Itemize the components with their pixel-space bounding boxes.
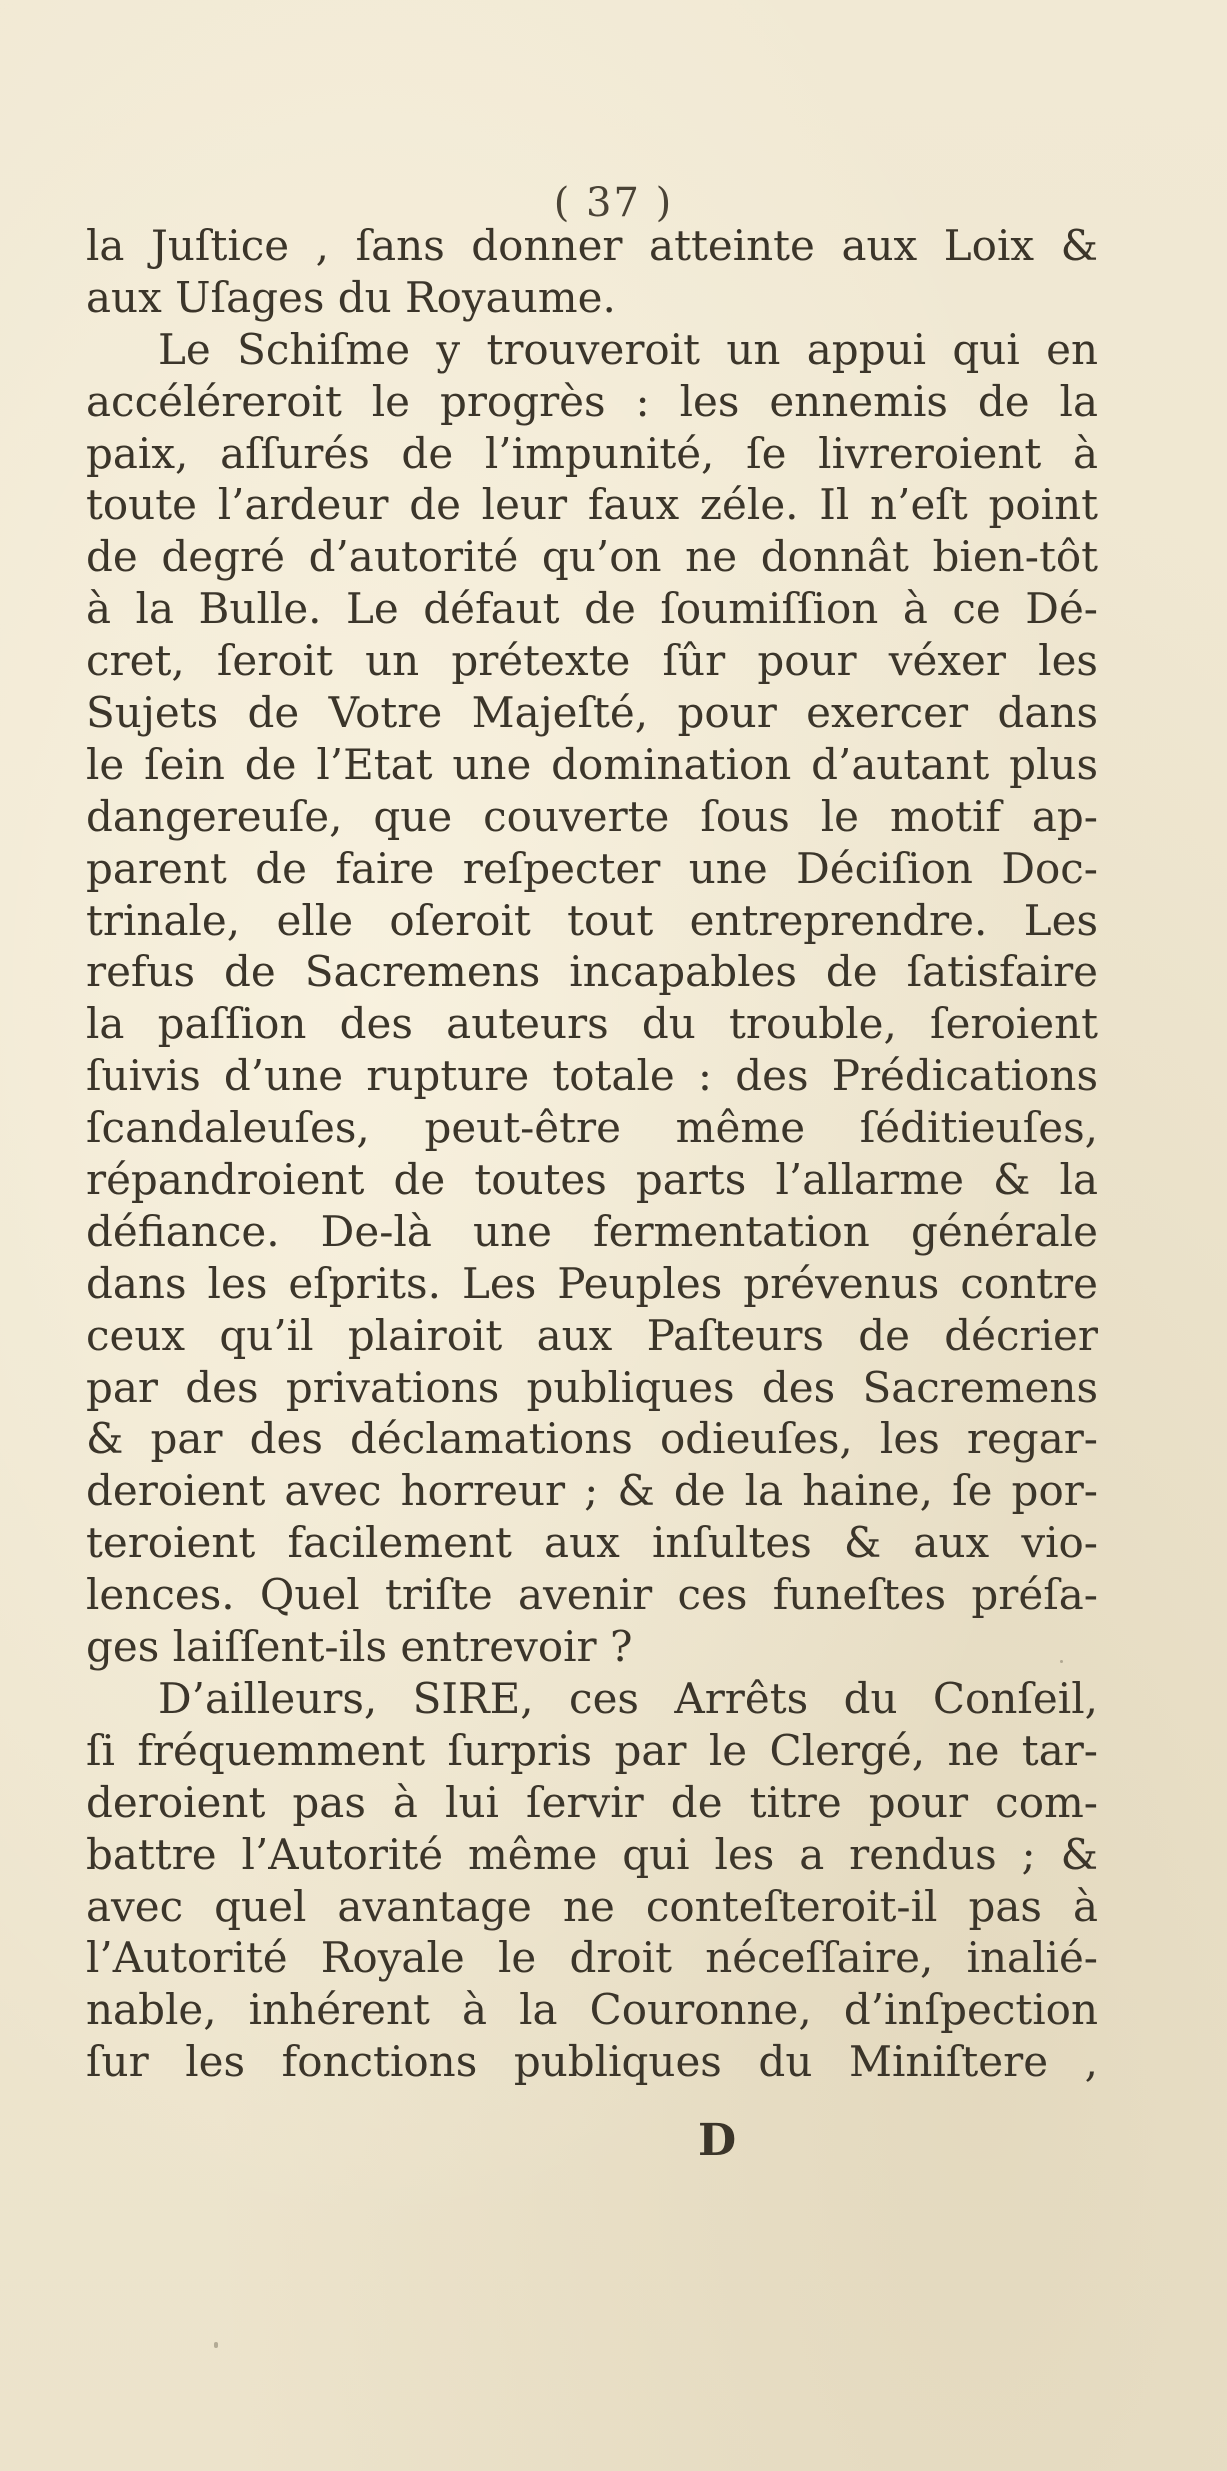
text-line: paix, aſſurés de l’impunité, ſe livreroient à (86, 428, 1098, 478)
text-line: deroient avec horreur ; & de la haine, ſe por- (86, 1466, 1098, 1516)
text-line: nable, inhérent à la Couronne, d’inſpection (86, 1985, 1098, 2035)
text-line: ſi fréquemment ſurpris par le Clergé, ne tar- (86, 1725, 1098, 1775)
text-line: battre l’Autorité même qui les a rendus ; & (86, 1829, 1098, 1879)
text-line: à la Bulle. Le défaut de ſoumiſſion à ce Dé- (86, 584, 1098, 634)
text-line: parent de faire reſpecter une Déciſion Doc- (86, 843, 1098, 893)
text-line: ceux qu’il plairoit aux Paſteurs de décrier (86, 1310, 1098, 1360)
text-line: l’Autorité Royale le droit néceſſaire, inalié- (86, 1933, 1098, 1983)
text-line: par des privations publiques des Sacremens (86, 1362, 1098, 1412)
text-line: Sujets de Votre Majeſté, pour exercer dans (86, 688, 1098, 738)
text-line: teroient facilement aux inſultes & aux vio- (86, 1518, 1098, 1568)
text-line: ſuivis d’une rupture totale : des Prédications (86, 1051, 1098, 1101)
text-line: la Juſtice , ſans donner atteinte aux Loix & (86, 221, 1098, 270)
text-line: ſur les fonctions publiques du Miniſtere , (86, 2037, 1098, 2087)
page-number: ( 37 ) (553, 180, 674, 226)
text-line: dangereuſe, que couverte ſous le motif ap- (86, 791, 1098, 841)
paper-speck (214, 2342, 218, 2348)
text-line: lences. Quel triſte avenir ces funeſtes préſa- (86, 1570, 1098, 1620)
text-line: accéléreroit le progrès : les ennemis de la (86, 376, 1098, 426)
text-line: défiance. De-là une fermentation générale (86, 1206, 1098, 1256)
text-line: de degré d’autorité qu’on ne donnât bien-tôt (86, 532, 1098, 582)
text-line: refus de Sacremens incapables de ſatisfaire (86, 947, 1098, 997)
text-line: deroient pas à lui ſervir de titre pour com- (86, 1777, 1098, 1827)
text-line: la paſſion des auteurs du trouble, ſeroient (86, 999, 1098, 1049)
text-line: avec quel avantage ne conteſteroit-il pas à (86, 1881, 1098, 1931)
text-line: Le Schiſme y trouveroit un appui qui en (158, 324, 1098, 374)
text-line: répandroient de toutes parts l’allarme & la (86, 1155, 1098, 1205)
paper-speck (1060, 1660, 1063, 1663)
text-line: D’ailleurs, SIRE, ces Arrêts du Conſeil, (158, 1673, 1098, 1723)
text-line: dans les eſprits. Les Peuples prévenus contre (86, 1258, 1098, 1308)
text-line: ſcandaleuſes, peut-être même ſéditieuſes, (86, 1103, 1098, 1153)
signature-mark: D (698, 2115, 737, 2166)
text-line: toute l’ardeur de leur faux zéle. Il n’eſt point (86, 480, 1098, 530)
text-line: ges laiſſent-ils entrevoir ? (86, 1622, 633, 1672)
text-line: le ſein de l’Etat une domination d’autant plus (86, 739, 1098, 789)
text-line: cret, ſeroit un prétexte ſûr pour véxer les (86, 636, 1098, 686)
text-line: & par des déclamations odieuſes, les regar- (86, 1414, 1098, 1464)
text-line: trinale, elle oſeroit tout entreprendre. Les (86, 895, 1098, 945)
body-text (86, 220, 1098, 2088)
text-line: aux Uſages du Royaume. (86, 272, 616, 322)
